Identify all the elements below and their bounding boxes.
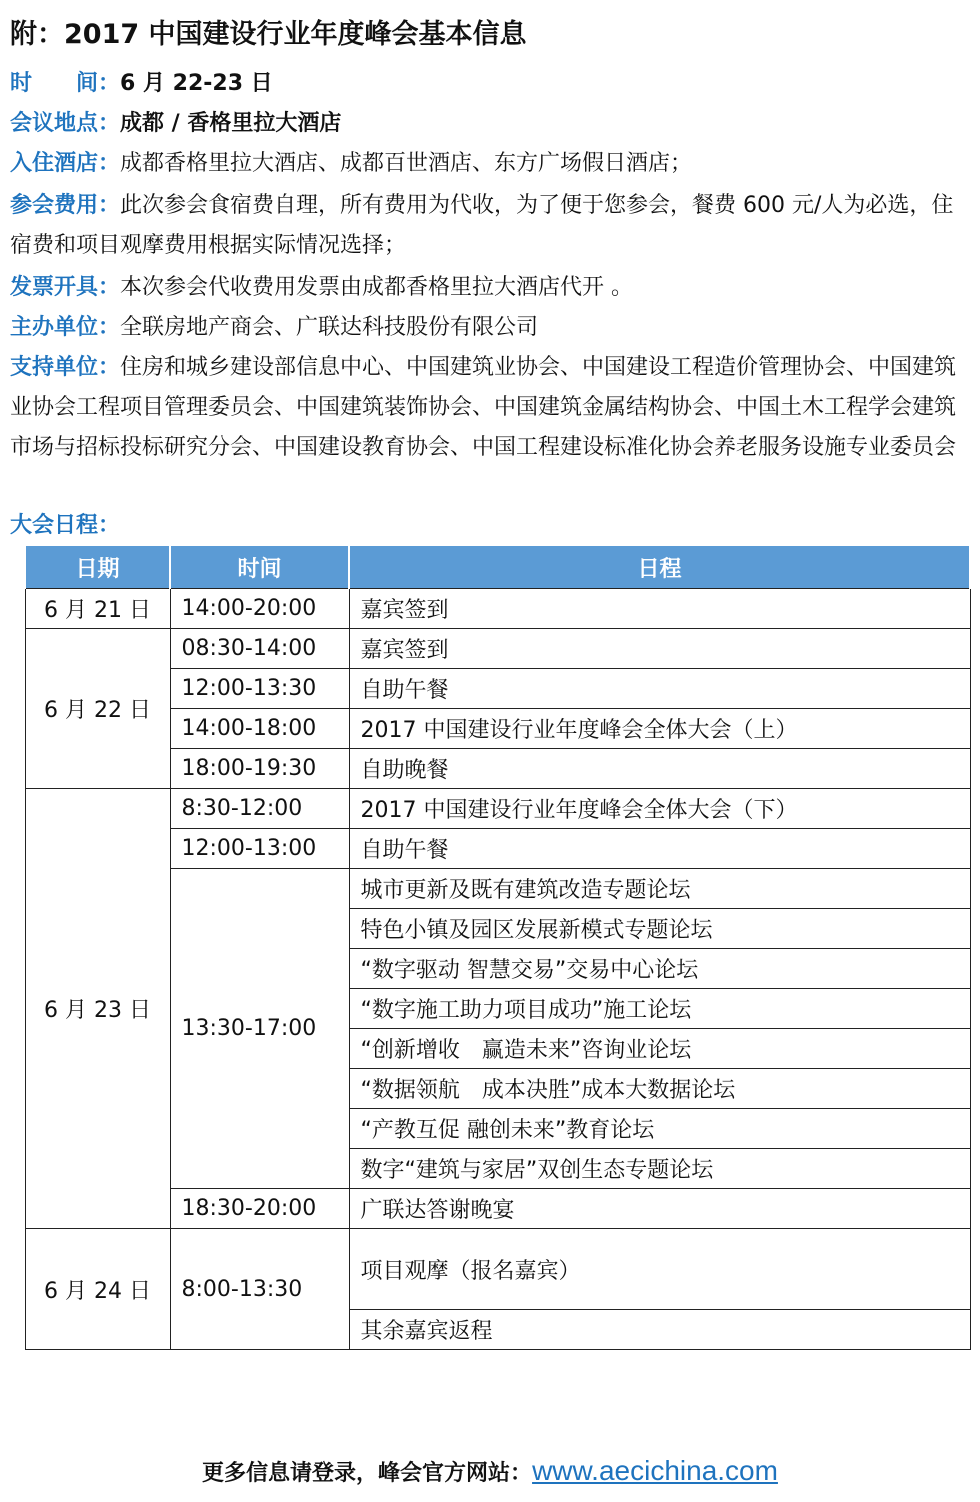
forum-cell: “创新增收 赢造未来”咨询业论坛 [349,1029,970,1069]
forum-cell: “数字驱动 智慧交易”交易中心论坛 [349,949,970,989]
time-cell: 8:00-13:30 [170,1229,349,1350]
fee-value: 此次参会食宿费自理，所有费用为代收，为了便于您参会，餐费 600 元/人为必选，住宿费和项目观摩费用根据实际情况选择； [10,193,954,258]
time-cell: 14:00-20:00 [170,589,349,629]
support-value: 住房和城乡建设部信息中心、中国建筑业协会、中国建设工程造价管理协会、中国建筑业协会工程项目管理委员会、中国建筑装饰协会、中国建筑金属结构协会、中国土木工程学会建筑市场与招标投标研究分会、中国建设教育协会、中国工程建设标准化协会养老服务设施专业委员会 [10,355,957,460]
forum-cell: 城市更新及既有建筑改造专题论坛 [349,869,970,909]
forum-cell: “产教互促 融创未来”教育论坛 [349,1109,970,1149]
table-header-row [25,546,970,589]
table-row [25,629,970,669]
venue-value: 成都 / 香格里拉大酒店 [120,111,342,136]
invoice-label: 发票开具： [10,275,121,300]
time-cell: 18:30-20:00 [170,1189,349,1229]
fee-label: 参会费用： [10,193,121,218]
invoice-value: 本次参会代收费用发票由成都香格里拉大酒店代开 。 [120,275,634,300]
time-label: 时 间： [10,71,121,96]
time-value: 6 月 22-23 日 [120,71,273,96]
website-link[interactable]: www.aecichina.com [532,1455,778,1486]
footer [0,1455,980,1487]
host-label: 主办单位： [10,315,121,340]
forum-cell: 数字“建筑与家居”双创生态专题论坛 [349,1149,970,1189]
header-date: 日期 [25,546,170,589]
time-cell: 08:30-14:00 [170,629,349,669]
item-cell: 项目观摩（报名嘉宾） [349,1229,970,1310]
header-schedule: 日程 [349,546,970,589]
footer-text: 更多信息请登录，峰会官方网站： [202,1461,533,1486]
info-support [10,348,972,468]
time-cell: 18:00-19:30 [170,749,349,789]
item-cell: 2017 中国建设行业年度峰会全体大会（下） [349,789,970,829]
item-cell: 嘉宾签到 [349,629,970,669]
date-cell: 6 月 24 日 [25,1229,170,1350]
hotel-value: 成都香格里拉大酒店、成都百世酒店、东方广场假日酒店； [120,151,693,176]
info-fee [10,186,972,266]
time-cell: 14:00-18:00 [170,709,349,749]
table-row [25,789,970,829]
support-label: 支持单位： [10,355,121,380]
hotel-label: 入住酒店： [10,151,121,176]
host-value: 全联房地产商会、广联达科技股份有限公司 [120,315,539,340]
schedule-table [24,546,971,1350]
header-time: 时间 [170,546,349,589]
date-cell: 6 月 23 日 [25,789,170,1229]
table-row [25,1229,970,1310]
item-cell: 嘉宾签到 [349,589,970,629]
item-cell: 自助午餐 [349,669,970,709]
page-title: 附：2017 中国建设行业年度峰会基本信息 [10,19,527,50]
date-cell: 6 月 22 日 [25,629,170,789]
item-cell: 自助晚餐 [349,749,970,789]
info-hotel [10,144,972,184]
item-cell: 自助午餐 [349,829,970,869]
date-cell: 6 月 21 日 [25,589,170,629]
item-cell: 其余嘉宾返程 [349,1310,970,1350]
time-cell: 12:00-13:30 [170,669,349,709]
info-invoice [10,268,972,308]
item-cell: 广联达答谢晚宴 [349,1189,970,1229]
forum-cell: 特色小镇及园区发展新模式专题论坛 [349,909,970,949]
table-row [25,589,970,629]
time-cell: 12:00-13:00 [170,829,349,869]
schedule-label: 大会日程： [10,513,121,538]
info-time [10,64,972,104]
forum-cell: “数据领航 成本决胜”成本大数据论坛 [349,1069,970,1109]
forum-cell: “数字施工助力项目成功”施工论坛 [349,989,970,1029]
info-host [10,308,972,348]
info-venue [10,104,972,144]
item-cell: 2017 中国建设行业年度峰会全体大会（上） [349,709,970,749]
time-cell: 8:30-12:00 [170,789,349,829]
venue-label: 会议地点： [10,111,121,136]
time-cell: 13:30-17:00 [170,869,349,1189]
